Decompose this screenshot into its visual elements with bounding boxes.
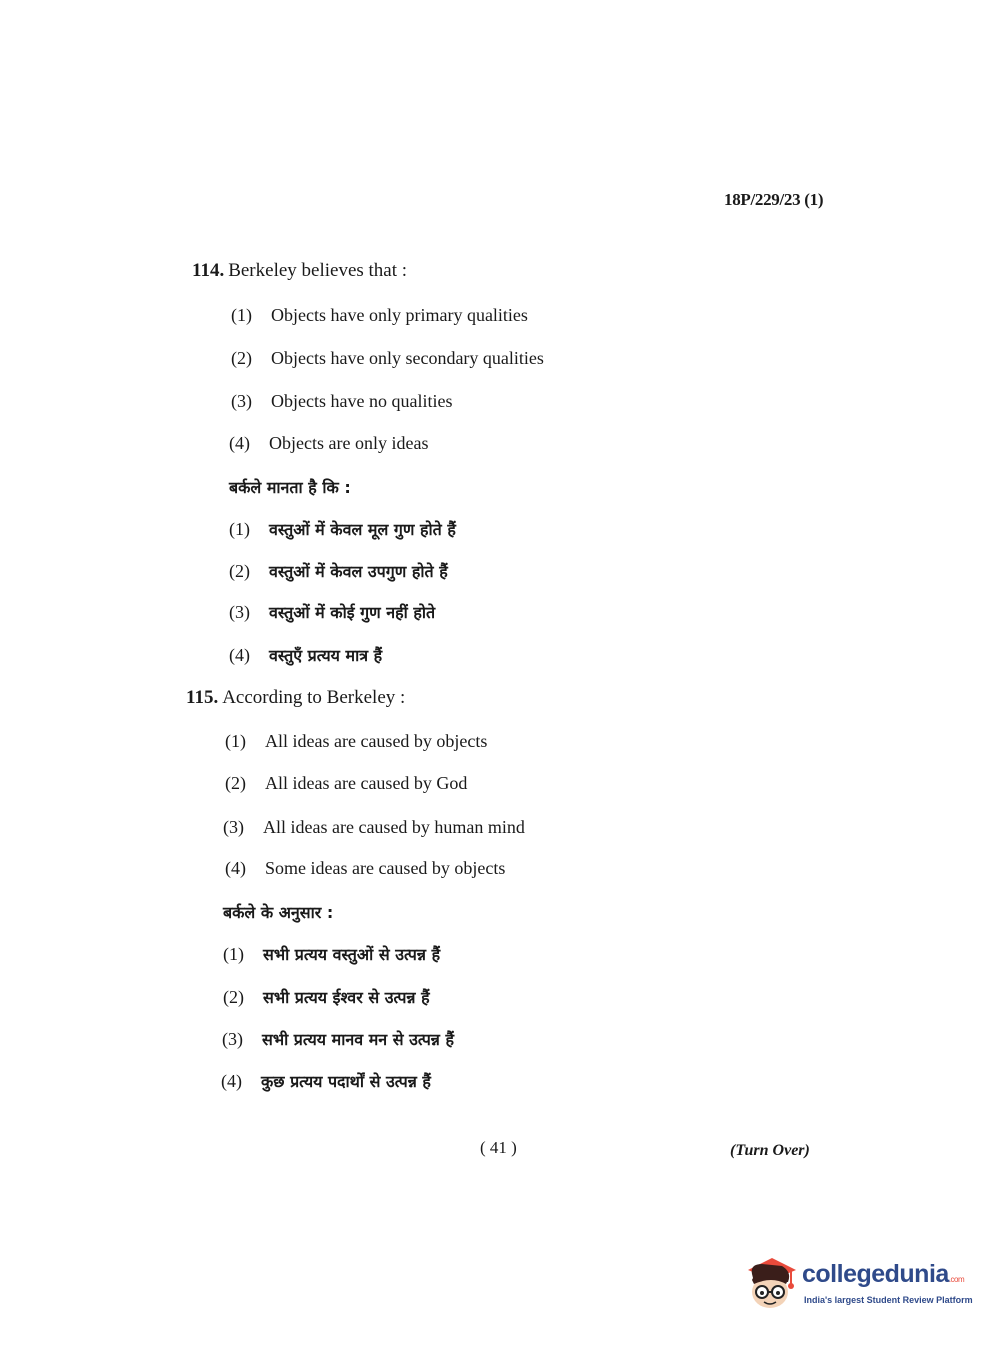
option-text: सभी प्रत्यय ईश्वर से उत्पन्न हैं [263,988,430,1007]
question-text: According to Berkeley : [222,687,406,708]
option-114-3 [231,391,452,412]
option-text: सभी प्रत्यय वस्तुओं से उत्पन्न हैं [263,945,441,964]
question-115 [186,687,405,709]
collegedunia-watermark [742,1252,972,1322]
option-text: Objects are only ideas [269,433,429,453]
option-text: वस्तुओं में केवल उपगुण होते हैं [269,562,448,581]
option-number: (1) [223,944,244,964]
hindi-option-114-1 [229,518,456,540]
option-text: All ideas are caused by objects [265,731,488,751]
option-number: (4) [221,1071,242,1091]
option-114-2 [231,348,544,369]
paper-code: 18P/229/23 (1) [724,190,824,209]
option-text: सभी प्रत्यय मानव मन से उत्पन्न हैं [262,1030,454,1049]
option-text: All ideas are caused by God [265,773,468,793]
option-number: (1) [229,519,250,539]
option-number: (4) [229,433,250,453]
option-text: Some ideas are caused by objects [265,858,506,878]
hindi-question-115: बर्कले के अनुसार : [223,903,334,922]
hindi-option-114-2 [229,560,448,582]
option-text: कुछ प्रत्यय पदार्थों से उत्पन्न हैं [261,1072,431,1091]
option-text: वस्तुओं में केवल मूल गुण होते हैं [269,520,456,539]
question-114 [192,260,407,282]
brand-name: collegedunia.com [802,1260,965,1288]
option-text: वस्तुओं में कोई गुण नहीं होते [269,603,436,622]
option-number: (2) [229,561,250,581]
option-text: Objects have no qualities [271,391,453,411]
question-number: 114. [192,260,225,281]
option-text: Objects have only secondary qualities [271,348,544,368]
option-number: (2) [223,987,244,1007]
option-114-1 [231,305,528,326]
option-115-4 [225,858,505,879]
page-number: ( 41 ) [480,1138,517,1157]
option-115-3 [223,817,525,838]
hindi-question-114: बर्कले मानता है कि : [229,478,351,497]
option-114-4 [229,433,428,454]
option-number: (3) [223,817,244,837]
student-mascot-icon [742,1252,800,1312]
option-115-2 [225,773,467,794]
option-number: (3) [231,391,252,411]
option-number: (2) [231,348,252,368]
hindi-option-115-4 [221,1070,431,1092]
option-number: (4) [229,645,250,665]
question-number: 115. [186,687,219,708]
turn-over-label: (Turn Over) [730,1142,810,1159]
option-115-1 [225,731,487,752]
option-number: (3) [222,1029,243,1049]
hindi-option-115-3 [222,1028,454,1050]
hindi-option-115-1 [223,943,440,965]
option-number: (2) [225,773,246,793]
option-text: Objects have only primary qualities [271,305,528,325]
question-text: Berkeley believes that : [228,260,408,281]
option-number: (4) [225,858,246,878]
option-number: (3) [229,602,250,622]
brand-tagline: India's largest Student Review Platform [804,1295,973,1305]
hindi-option-114-3 [229,601,435,623]
option-number: (1) [231,305,252,325]
option-text: वस्तुएँ प्रत्यय मात्र हैं [269,646,383,665]
option-text: All ideas are caused by human mind [263,817,525,837]
hindi-option-115-2 [223,986,430,1008]
hindi-option-114-4 [229,644,382,666]
option-number: (1) [225,731,246,751]
